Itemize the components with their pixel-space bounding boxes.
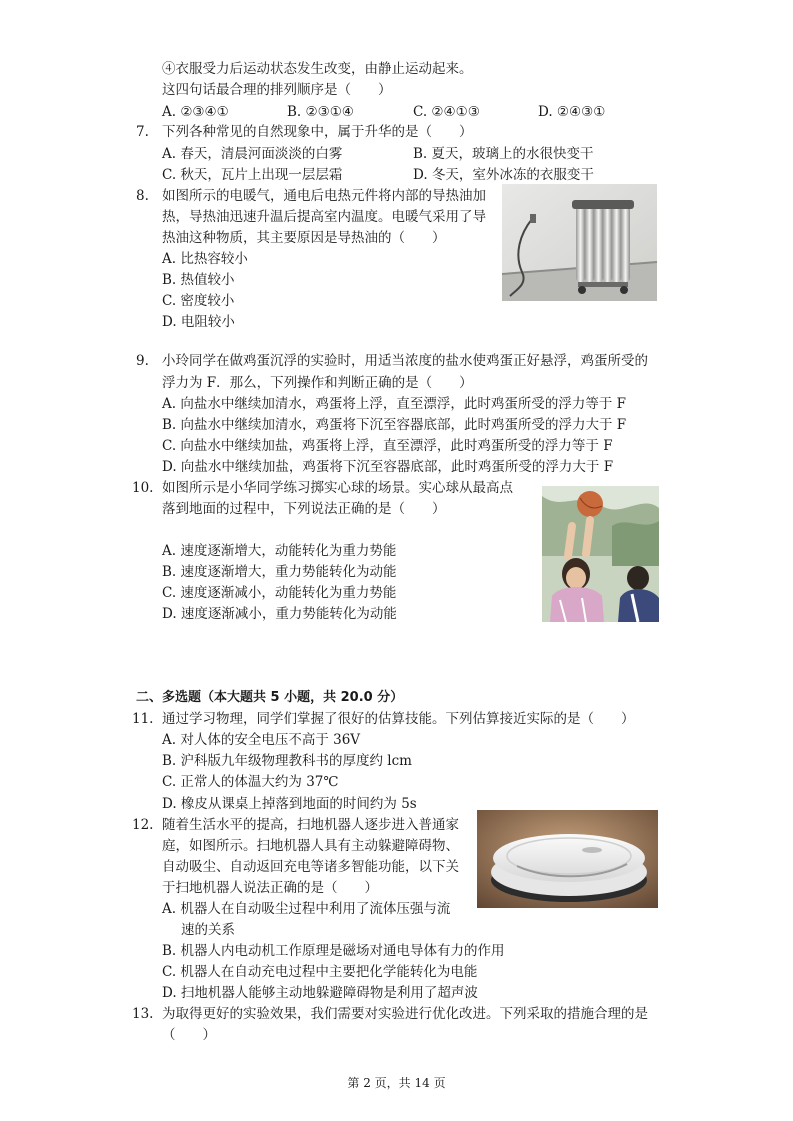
robot-vacuum-photo: [477, 810, 658, 908]
ball-throw-photo: [542, 486, 659, 622]
q6-prompt: 这四句话最合理的排列顺序是（ ）: [162, 82, 392, 98]
q12-option-b: B. 机器人内电动机工作原理是磁场对通电导体有力的作用: [162, 943, 505, 959]
q7-option-c: C. 秋天，瓦片上出现一层层霜: [162, 167, 343, 183]
section-multiple-choice-heading: 二、多选题（本大题共 5 小题，共 20.0 分）: [136, 690, 404, 705]
q11-number: 11.: [132, 711, 154, 727]
q8-number: 8.: [136, 188, 149, 204]
q11-stem: 通过学习物理，同学们掌握了很好的估算技能。下列估算接近实际的是（ ）: [162, 711, 635, 727]
q12-stem-line2: 庭，如图所示。扫地机器人具有主动躲避障碍物、: [162, 838, 459, 854]
q12-option-d: D. 扫地机器人能够主动地躲避障碍物是利用了超声波: [162, 985, 478, 1001]
q10-option-b: B. 速度逐渐增大，重力势能转化为动能: [162, 564, 397, 580]
q10-stem-line2: 落到地面的过程中，下列说法正确的是（ ）: [162, 501, 446, 517]
q9-option-a: A. 向盐水中继续加清水，鸡蛋将上浮，直至漂浮，此时鸡蛋所受的浮力等于 F: [162, 396, 626, 412]
q9-option-b: B. 向盐水中继续加清水，鸡蛋将下沉至容器底部，此时鸡蛋所受的浮力大于 F: [162, 417, 627, 433]
page-footer: 第 2 页，共 14 页: [347, 1076, 446, 1090]
q11-option-c: C. 正常人的体温大约为 37℃: [162, 774, 339, 790]
q9-stem-line2: 浮力为 F．那么，下列操作和判断正确的是（ ）: [162, 375, 473, 391]
q12-option-c: C. 机器人在自动充电过程中主要把化学能转化为电能: [162, 964, 478, 980]
q13-stem-line2: （ ）: [162, 1027, 216, 1043]
q9-option-c: C. 向盐水中继续加盐，鸡蛋将上浮，直至漂浮，此时鸡蛋所受的浮力等于 F: [162, 438, 613, 454]
q6-option-d: D. ②④③①: [538, 104, 606, 120]
q9-stem-line1: 小玲同学在做鸡蛋沉浮的实验时，用适当浓度的盐水使鸡蛋正好悬浮，鸡蛋所受的: [162, 353, 648, 369]
q7-option-b: B. 夏天，玻璃上的水很快变干: [413, 146, 594, 162]
q6-option-b: B. ②③①④: [287, 104, 354, 120]
q12-stem-line1: 随着生活水平的提高，扫地机器人逐步进入普通家: [162, 817, 459, 833]
q11-option-d: D. 橡皮从课桌上掉落到地面的时间约为 5s: [162, 796, 417, 812]
q8-option-b: B. 热值较小: [162, 272, 235, 288]
oil-heater-photo: [502, 184, 657, 301]
q13-stem-line1: 为取得更好的实验效果，我们需要对实验进行优化改进。下列采取的措施合理的是: [162, 1006, 648, 1022]
q6-option-a: A. ②③④①: [162, 104, 229, 120]
q9-number: 9.: [136, 353, 149, 369]
q8-option-c: C. 密度较小: [162, 293, 235, 309]
q13-number: 13.: [132, 1006, 154, 1022]
q12-option-a: A. 机器人在自动吸尘过程中利用了流体压强与流: [162, 901, 451, 917]
q10-number: 10.: [132, 480, 154, 496]
q7-number: 7.: [136, 124, 149, 140]
q11-option-a: A. 对人体的安全电压不高于 36V: [162, 732, 361, 748]
q12-number: 12.: [132, 817, 154, 833]
q9-option-d: D. 向盐水中继续加盐，鸡蛋将下沉至容器底部，此时鸡蛋所受的浮力大于 F: [162, 459, 614, 475]
q7-stem: 下列各种常见的自然现象中，属于升华的是（ ）: [162, 124, 473, 140]
q7-option-a: A. 春天，清晨河面淡淡的白雾: [162, 146, 343, 162]
q12-option-a-cont: 速的关系: [181, 922, 235, 938]
q8-option-d: D. 电阻较小: [162, 314, 235, 330]
q8-stem-line2: 热，导热油迅速升温后提高室内温度。电暖气采用了导: [162, 209, 486, 225]
q6-statement-4: ④衣服受力后运动状态发生改变，由静止运动起来。: [162, 61, 473, 77]
q12-stem-line3: 自动吸尘、自动返回充电等诸多智能功能，以下关: [162, 859, 459, 875]
q8-stem-line1: 如图所示的电暖气，通电后电热元件将内部的导热油加: [162, 188, 486, 204]
q7-option-d: D. 冬天，室外冰冻的衣服变干: [413, 167, 594, 183]
q10-option-c: C. 速度逐渐减小，动能转化为重力势能: [162, 585, 397, 601]
q10-option-a: A. 速度逐渐增大，动能转化为重力势能: [162, 543, 397, 559]
q10-stem-line1: 如图所示是小华同学练习掷实心球的场景。实心球从最高点: [162, 480, 513, 496]
q8-option-a: A. 比热容较小: [162, 251, 248, 267]
q12-stem-line4: 于扫地机器人说法正确的是（ ）: [162, 880, 378, 896]
q8-stem-line3: 热油这种物质，其主要原因是导热油的（ ）: [162, 230, 446, 246]
q10-option-d: D. 速度逐渐减小，重力势能转化为动能: [162, 606, 397, 622]
q11-option-b: B. 沪科版九年级物理教科书的厚度约 lcm: [162, 753, 412, 769]
q6-option-c: C. ②④①③: [413, 104, 480, 120]
